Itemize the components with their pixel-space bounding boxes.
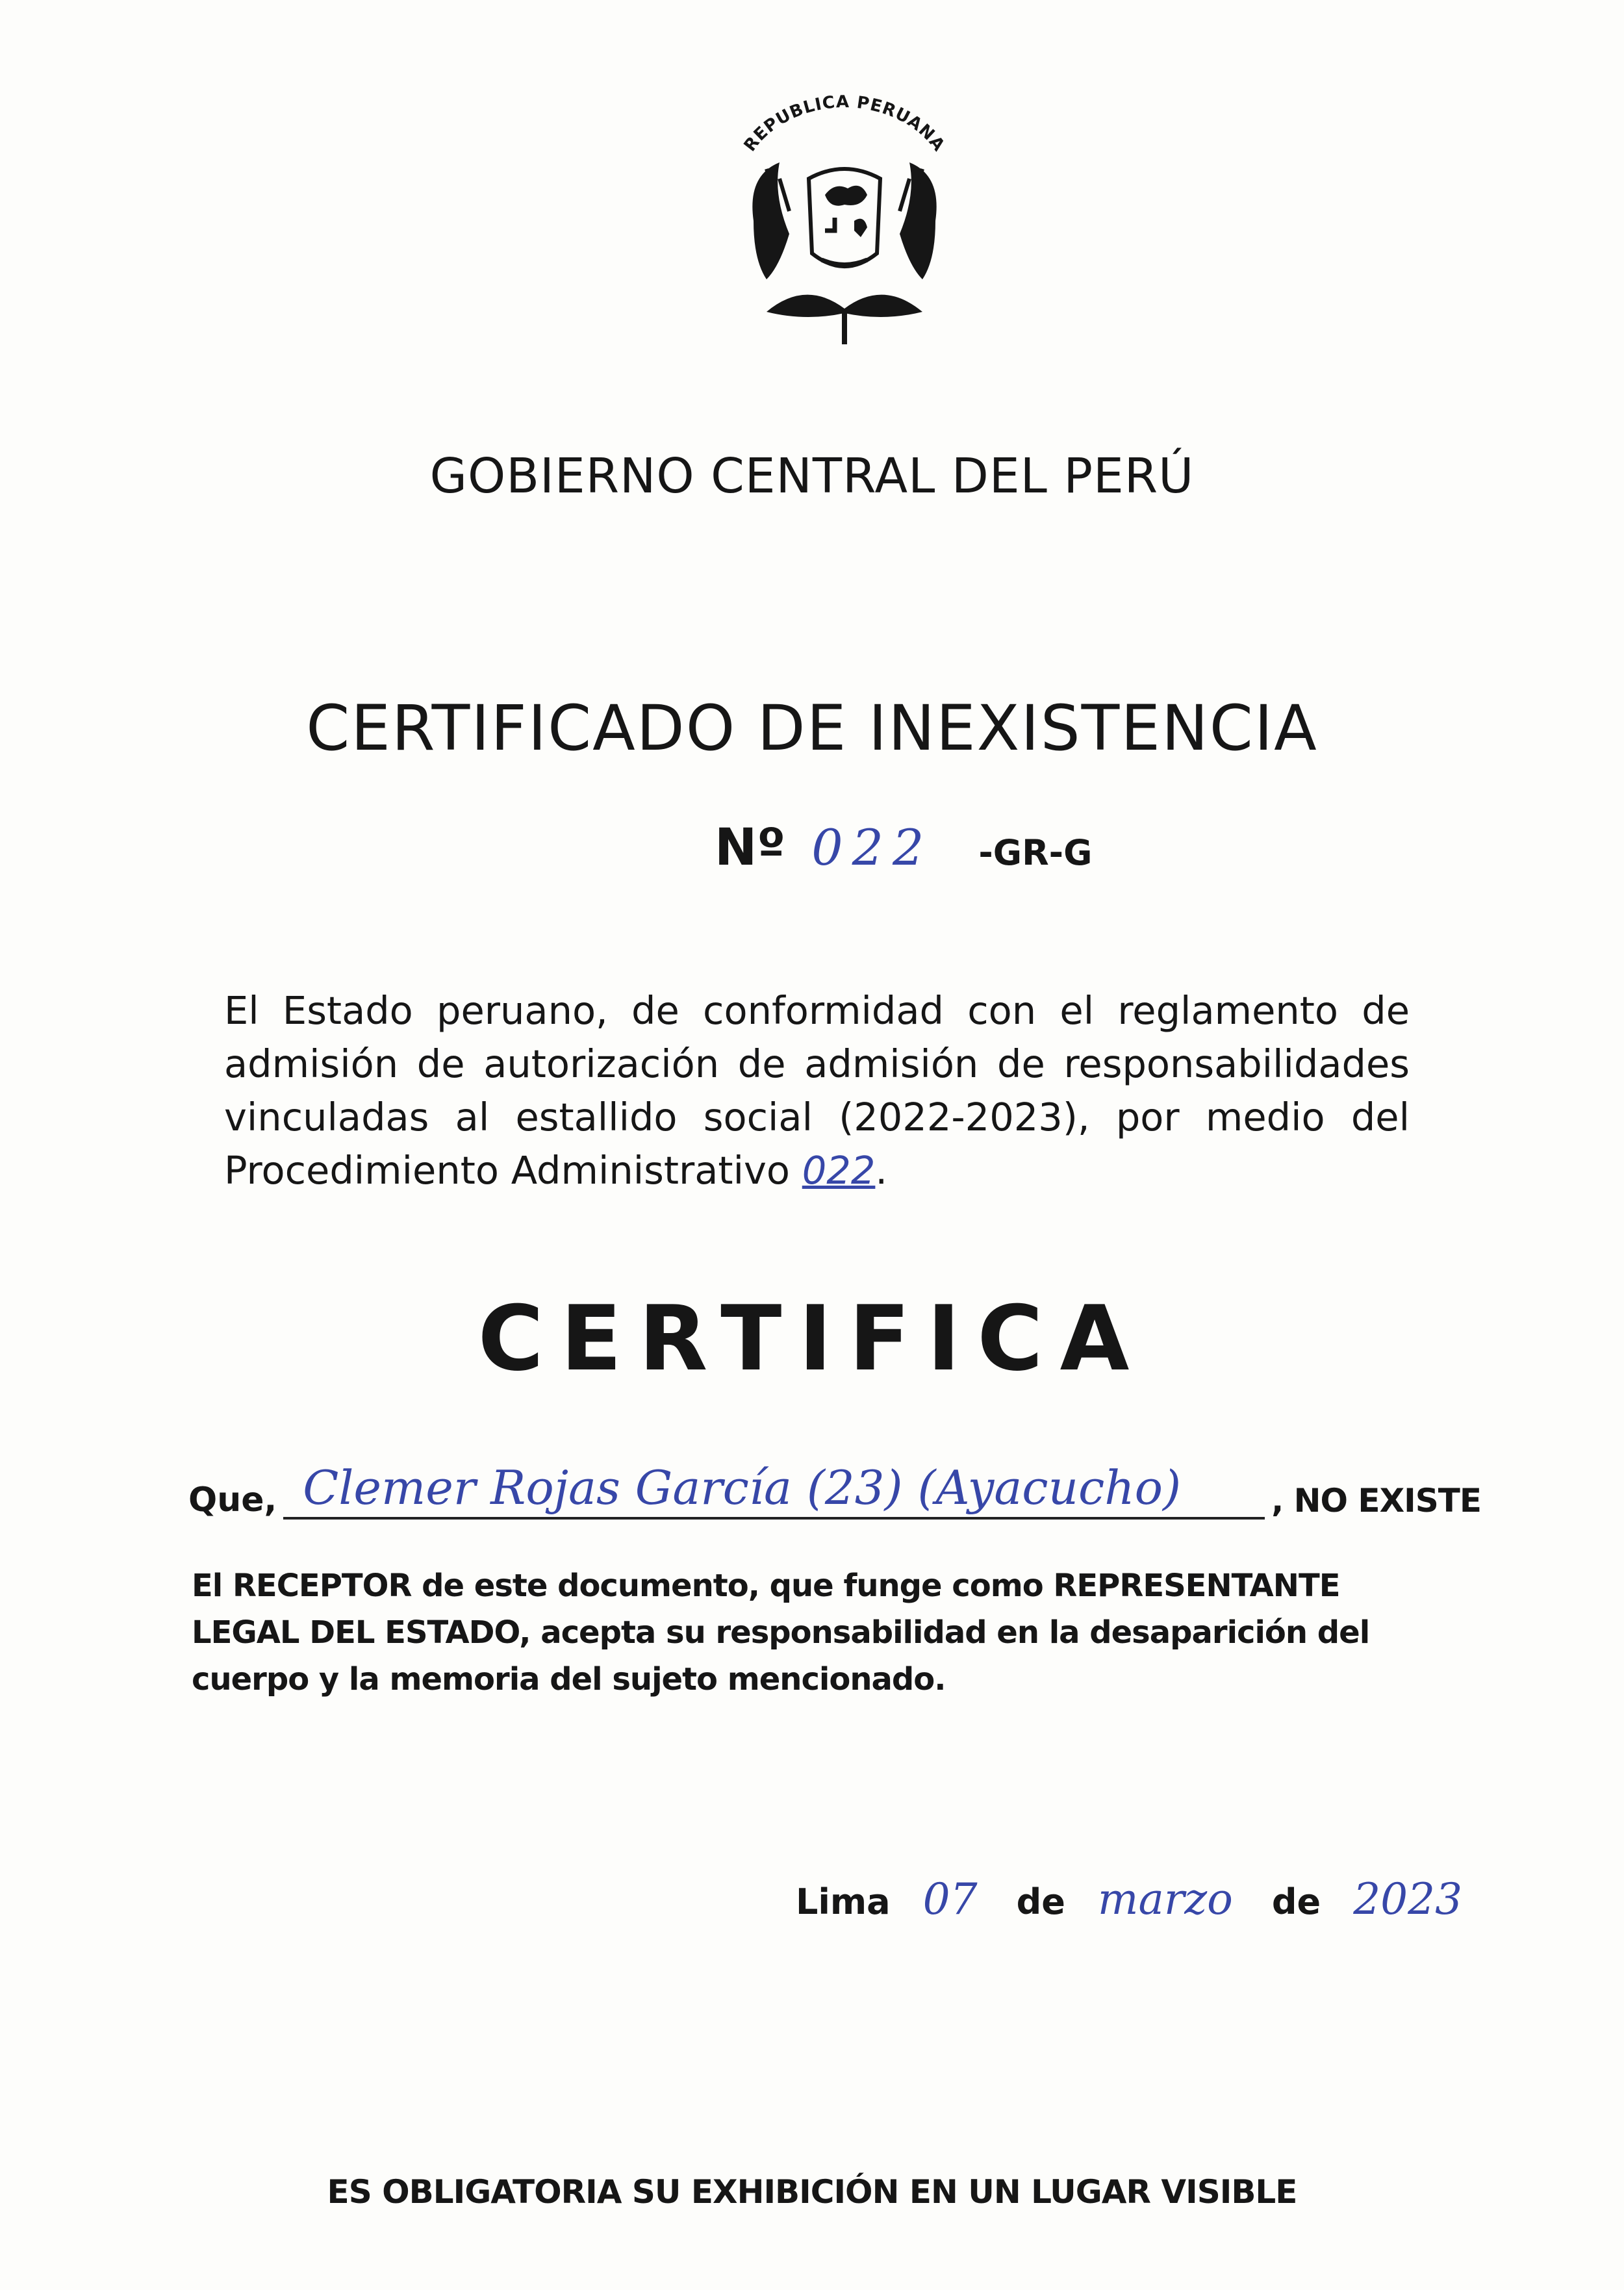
date-year-handwritten: 2023 <box>1353 1874 1463 1924</box>
government-heading: GOBIERNO CENTRAL DEL PERÚ <box>429 448 1195 504</box>
display-notice-footer: ES OBLIGATORIA SU EXHIBICIÓN EN UN LUGAR VISIBLE <box>327 2173 1297 2211</box>
number-value-handwritten: 022 <box>811 819 933 876</box>
certificate-number <box>715 819 1092 877</box>
certificate-title: CERTIFICADO DE INEXISTENCIA <box>306 692 1318 765</box>
subject-line <box>188 1458 1481 1520</box>
svg-text:REPUBLICA PERUANA <box>741 92 949 155</box>
national-coat-of-arms-seal <box>728 71 961 351</box>
date-day-handwritten: 07 <box>922 1874 978 1924</box>
seal-text: REPUBLICA PERUANA <box>740 92 949 155</box>
legal-basis-paragraph <box>224 984 1410 1197</box>
responsibility-paragraph: El RECEPTOR de este documento, que funge como REPRESENTANTE LEGAL DEL ESTADO, acepta su responsabilidad en la desaparición del cuerpo y la memoria del sujeto mencionado. <box>192 1568 1370 1698</box>
number-suffix: -GR-G <box>978 832 1093 873</box>
date-line <box>796 1874 1462 1924</box>
legal-basis-period: . <box>875 1148 888 1193</box>
certifica-heading: CERTIFICA <box>477 1286 1147 1391</box>
legal-basis-text: El Estado peruano, de conformidad con el reglamento de admisión de autorización de admisión de responsabilidades vinculadas al estallido social (2022-2023), por medio del Procedimiento Administrativo <box>224 988 1410 1193</box>
procedure-number-handwritten: 022 <box>802 1148 876 1193</box>
no-existe-label: , NO EXISTE <box>1271 1482 1481 1520</box>
date-de-label-2: de <box>1271 1881 1321 1922</box>
number-label: Nº <box>715 819 786 877</box>
date-month-handwritten: marzo <box>1097 1874 1233 1924</box>
que-label: Que, <box>188 1481 277 1520</box>
subject-name-handwritten: Clemer Rojas García (23) (Ayacucho) <box>283 1458 1265 1520</box>
date-de-label: de <box>1016 1881 1065 1922</box>
city-label: Lima <box>796 1881 891 1922</box>
